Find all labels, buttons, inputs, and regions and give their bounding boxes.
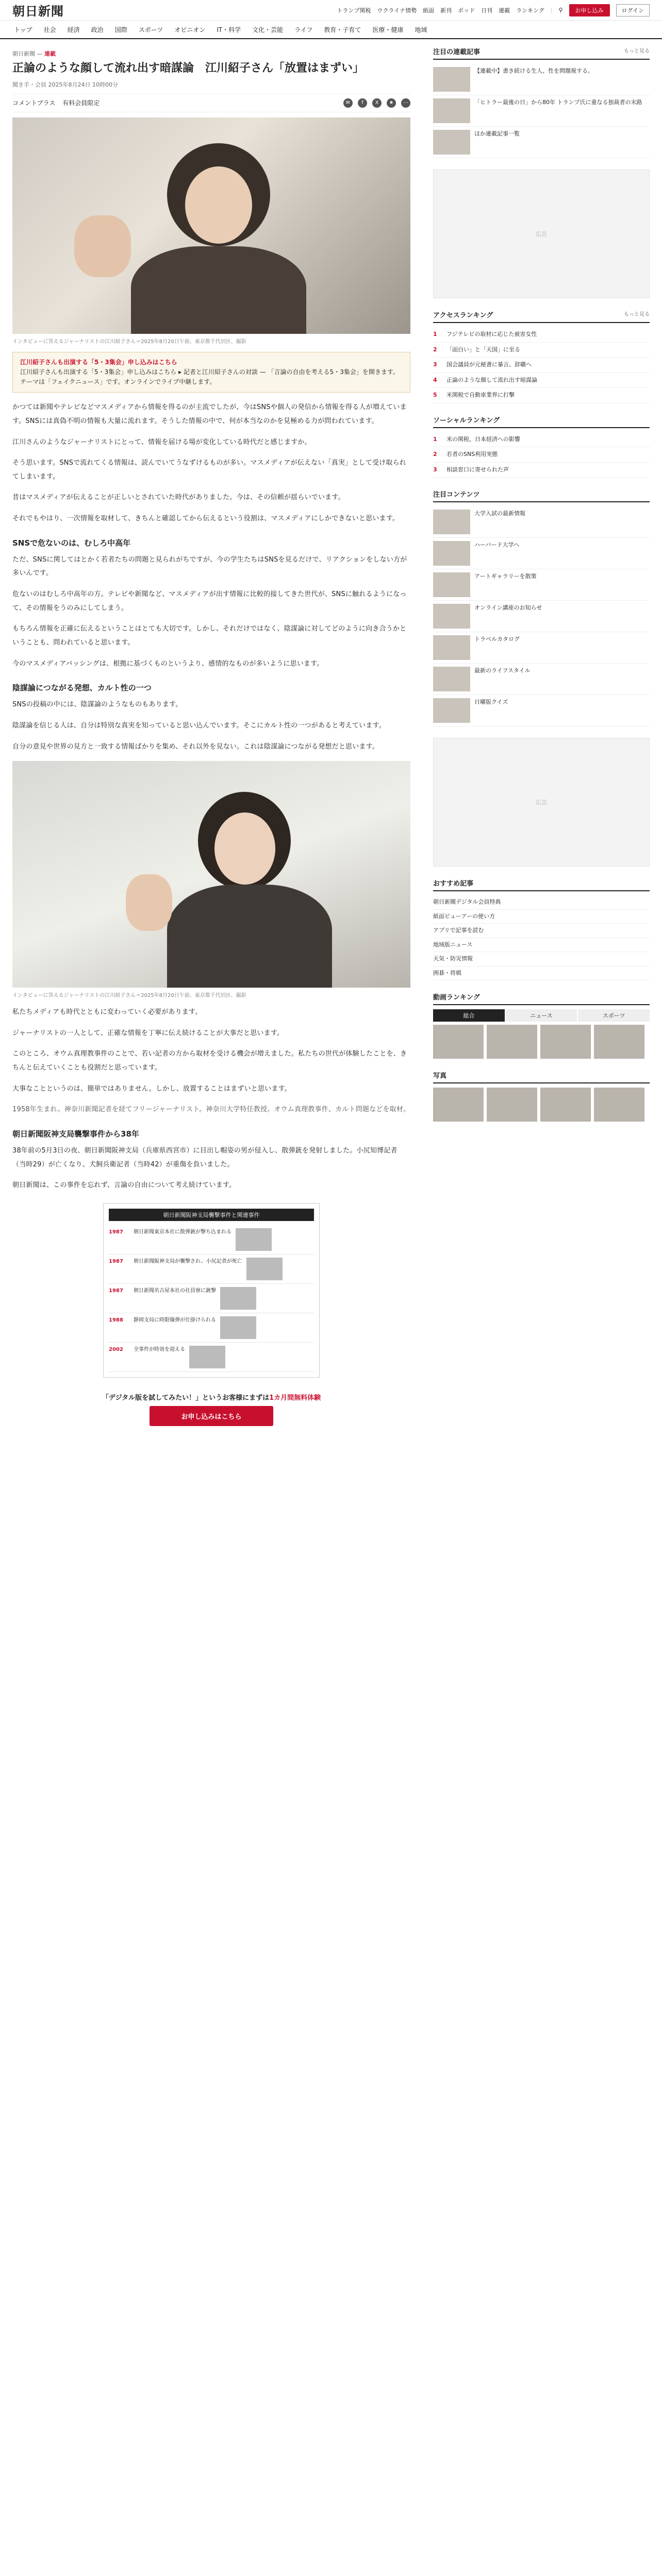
text-link[interactable]: 地域版ニュース (433, 938, 650, 953)
ranking-text: 相談窓口に寄せられた声 (446, 466, 509, 473)
photo-thumbnail[interactable] (540, 1088, 591, 1122)
trial-cta-offer[interactable]: 1カ月間無料体験 (269, 1394, 321, 1402)
list-item-text: 【連載中】書き続ける生人、性を問題視する。 (474, 67, 593, 74)
trial-cta (12, 1392, 410, 1402)
nav-item[interactable]: 文化・芸能 (252, 26, 284, 33)
trial-cta-text: 「デジタル版を試してみたい！」というお客様にまずは (102, 1394, 270, 1402)
nav-item[interactable]: 地域 (415, 26, 427, 33)
list-item[interactable] (433, 632, 650, 664)
nav-item[interactable]: ライフ (294, 26, 313, 33)
photo-gallery (433, 1088, 650, 1122)
timeline-year: 1987 (109, 1229, 123, 1235)
paragraph: ただ、SNSに関してはとかく若者たちの問題と見られがちですが、今の学生たちはSNSを見るだけで、リアクションをしない方が多いんです。 (12, 555, 407, 578)
trial-apply-button[interactable]: お申し込みはこちら (150, 1406, 273, 1426)
timeline-text: 全事件が時効を迎える (134, 1346, 185, 1352)
box-title-text: 注目の連載記事 (433, 48, 481, 56)
share-icons (343, 98, 410, 108)
timeline-text: 朝日新聞名古屋本社の社員寮に銃撃 (134, 1287, 216, 1294)
ranking-item[interactable] (433, 358, 650, 373)
timeline-text: 静岡支局に時限爆弾が仕掛けられる (134, 1317, 216, 1323)
photo-caption: インタビューに答えるジャーナリストの江川紹子さん＝2025年8月20日午前、東京都千代田区、撮影 (12, 338, 246, 345)
event-cta[interactable] (12, 352, 410, 393)
article-tools (12, 94, 410, 112)
box-title: おすすめ記事 (433, 878, 650, 891)
video-thumbnail[interactable] (540, 1025, 591, 1059)
ranking-item[interactable] (433, 463, 650, 478)
ranking-item[interactable] (433, 373, 650, 388)
list-item-text: オンライン講座のお知らせ (474, 604, 542, 611)
box-title: ソーシャルランキング (433, 415, 650, 428)
section-heading: 朝日新聞阪神支局襲撃事件から38年 (12, 1129, 139, 1139)
list-item-text: 「ヒトラー最後の日」から80年 トランプ氏に重なる独裁者の末路 (474, 99, 642, 106)
ad-slot[interactable]: 広告 (433, 738, 650, 867)
header-link[interactable]: 新刊 (440, 7, 452, 14)
box-title (433, 310, 650, 323)
ranking-text: 国会議員が元秘書に暴言、辞職へ (446, 361, 532, 368)
paragraph: かつては新聞やテレビなどマスメディアから情報を得るのが主流でしたが、今はSNSや個人の発信から情報を得る人が増えています。SNSには真偽不明の情報も大量に流れます。そうした情報の中で、何が本当なのかを見極める力が問われています。 (12, 403, 407, 425)
text-link[interactable]: 天気・防災情報 (433, 952, 650, 967)
ranking-text: 米の関税、日本経済への影響 (446, 435, 520, 443)
text-link[interactable]: 朝日新聞デジタル会員特典 (433, 895, 650, 910)
thumbnail (433, 541, 470, 566)
thumbnail (433, 572, 470, 597)
video-tabs (433, 1009, 650, 1022)
header-link[interactable]: トランプ関税 (337, 7, 371, 14)
video-gallery (433, 1025, 650, 1059)
list-item[interactable] (433, 664, 650, 695)
paragraph: 自分の意見や世界の見方と一致する情報ばかりを集め、それ以外を見ない。これは陰謀論につながる発想だと思います。 (12, 742, 379, 751)
timeline-row (109, 1225, 314, 1255)
list-item[interactable] (433, 506, 650, 538)
login-button[interactable]: ログイン (616, 4, 650, 16)
rank-number: 3 (433, 466, 437, 473)
timeline-row (109, 1255, 314, 1284)
paragraph: 今のマスメディアバッシングは、根拠に基づくものというより、感情的なものが多いように思います。 (12, 659, 324, 668)
list-item-text: トラベルカタログ (474, 636, 520, 642)
text-link[interactable]: 囲碁・将棋 (433, 967, 650, 981)
rank-number: 1 (433, 331, 437, 337)
nav-item[interactable]: IT・科学 (217, 26, 241, 33)
more-icon[interactable]: ⋯ (401, 98, 410, 108)
photo-box (433, 1070, 650, 1122)
timeline-text: 朝日新聞阪神支局が襲撃され、小尻記者が死亡 (134, 1258, 242, 1264)
header-link[interactable]: ウクライナ情勢 (377, 7, 417, 14)
list-item[interactable] (433, 64, 650, 95)
ranking-item[interactable] (433, 447, 650, 463)
list-item-text: ほか連載記事一覧 (474, 130, 520, 137)
mail-icon[interactable]: ✉ (343, 98, 353, 108)
article-photo-2 (12, 761, 410, 988)
paragraph: 大事なことというのは、簡単ではありません。しかし、放置することはまずいと思います。 (12, 1084, 291, 1093)
paragraph: 私たちメディアも時代とともに変わっていく必要があります。 (12, 1008, 202, 1016)
thumbnail (433, 667, 470, 691)
timeline-title: 朝日新聞阪神支局襲撃事件と関連事件 (109, 1209, 314, 1221)
ranking-text: 正論のような顔して流れ出す暗謀論 (446, 376, 537, 383)
ranking-text: 米関税で自動車業界に打撃 (446, 392, 515, 398)
breadcrumb-tag[interactable]: 連載 (44, 50, 56, 57)
more-link[interactable]: もっと見る (624, 48, 650, 54)
list-item[interactable] (433, 127, 650, 158)
comment-plus-link[interactable]: コメントプラス (12, 99, 56, 107)
event-cta-text: 江川紹子さんも出演する「5・3集会」申し込みはこちら ▸ 記者と江川紹子さんの対談 — 「言論の自由を考える5・3集会」を開きます。テーマは「フェイクニュース」です。オンラインでライブ中継します。 (20, 368, 399, 386)
video-thumbnail[interactable] (594, 1025, 644, 1059)
photo-caption-2: インタビューに答えるジャーナリストの江川紹子さん＝2025年8月20日午前、東京都千代田区、撮影 (12, 993, 246, 999)
rank-number: 1 (433, 435, 437, 443)
timeline-row (109, 1343, 314, 1372)
list-item[interactable] (433, 95, 650, 127)
timeline-photo (220, 1316, 256, 1339)
thumbnail (433, 635, 470, 660)
article-byline: 聞き手・会員 2025年8月24日 10時00分 (12, 81, 118, 88)
thumbnail (433, 98, 470, 123)
box-title-text: アクセスランキング (433, 312, 493, 319)
list-item-text: 日曜版クイズ (474, 699, 508, 705)
ranking-text: フジテレビの取材に応じた被害女性 (446, 331, 537, 337)
box-title (433, 46, 650, 60)
featured-content-box (433, 489, 650, 726)
search-icon[interactable]: ⚲ (558, 7, 563, 13)
main-nav (0, 21, 662, 39)
ranking-item[interactable] (433, 343, 650, 358)
photo-thumbnail[interactable] (487, 1088, 537, 1122)
header-links (337, 4, 650, 16)
featured-series-box (433, 46, 650, 158)
tab-all[interactable]: 総合 (433, 1009, 505, 1022)
rank-number: 4 (433, 376, 437, 383)
ad-slot[interactable]: 広告 (433, 170, 650, 298)
timeline-row (109, 1284, 314, 1313)
timeline-year: 1987 (109, 1258, 123, 1264)
paragraph: もちろん情報を正確に伝えるということはとても大切です。しかし、それだけではなく、陰謀論に対してどのように向き合うかということも、問われていると思います。 (12, 625, 407, 647)
timeline-row (109, 1313, 314, 1343)
nav-item[interactable]: スポーツ (138, 26, 163, 33)
header-link[interactable]: ランキング (516, 7, 544, 14)
bookmark-icon[interactable]: ★ (387, 98, 396, 108)
nav-item[interactable]: 医療・健康 (372, 26, 404, 33)
paragraph: そう思います。SNSで流れてくる情報は、読んでいてうなずけるものが多い。マスメディアが伝えない「真実」として受け取られてしまいます。 (12, 459, 406, 481)
thumbnail (433, 67, 470, 92)
author-bio: 1958年生まれ。神奈川新聞記者を経てフリージャーナリスト。神奈川大学特任教授。オウム真理教事件、カルト問題などを取材。 (12, 1106, 410, 1114)
article-photo (12, 117, 410, 334)
timeline-text: 朝日新聞東京本社に散弾銃が撃ち込まれる (134, 1229, 231, 1235)
box-title: 写真 (433, 1070, 650, 1083)
timeline-photo (236, 1228, 272, 1251)
nav-item[interactable]: 社会 (43, 26, 56, 33)
social-ranking-box (433, 415, 650, 478)
paragraph: 38年前の5月3日の夜、朝日新聞阪神支局（兵庫県西宮市）に目出し帽姿の男が侵入し、散弾銃を発射しました。小尻知博記者（当時29）が亡くなり、犬飼兵衛記者（当時42）が重傷を負いました。 (12, 1146, 398, 1168)
paragraph: 江川さんのようなジャーナリストにとって、情報を届ける場が変化している時代だと感じますか。 (12, 438, 311, 446)
ranking-text: 若者のSNS利用実態 (446, 451, 498, 457)
timeline-photo (220, 1287, 256, 1310)
photo-thumbnail[interactable] (594, 1088, 644, 1122)
tab-news[interactable]: ニュース (506, 1009, 577, 1022)
members-badge: 有料会員限定 (62, 99, 100, 107)
list-item[interactable] (433, 601, 650, 632)
nav-item[interactable]: トップ (14, 26, 32, 33)
tab-sports[interactable]: スポーツ (578, 1009, 650, 1022)
list-item[interactable] (433, 569, 650, 601)
rank-number: 5 (433, 392, 437, 398)
text-link[interactable]: 紙面ビューアーの使い方 (433, 910, 650, 924)
facebook-icon[interactable]: f (358, 98, 367, 108)
paragraph: ジャーナリストの一人として、正確な情報を丁寧に伝え続けることが大事だと思います。 (12, 1029, 284, 1037)
breadcrumb-label[interactable]: 朝日新聞 — (12, 50, 44, 57)
timeline-photo (189, 1346, 225, 1368)
sidebar (433, 39, 650, 1442)
subscribe-button[interactable]: お申し込み (569, 4, 610, 16)
access-ranking-box (433, 310, 650, 403)
paragraph: それでもやはり、一次情報を取材して、きちんと確認してから伝えるという役割は、マスメディアにしかできないと思います。 (12, 515, 400, 523)
x-icon[interactable]: X (372, 98, 382, 108)
paragraph: 陰謀論を信じる人は、自分は特別な真実を知っていると思い込んでいます。そこにカルト性の一つがあると考えています。 (12, 721, 386, 730)
text-link[interactable]: アプリで記事を読む (433, 924, 650, 938)
video-thumbnail[interactable] (487, 1025, 537, 1059)
ranking-item[interactable] (433, 388, 650, 403)
divider: | (550, 7, 553, 13)
thumbnail (433, 604, 470, 629)
nav-item[interactable]: 教育・子育て (324, 26, 361, 33)
header-link[interactable]: 紙面 (423, 7, 435, 14)
section-heading: 陰謀論につながる発想、カルト性の一つ (12, 683, 152, 693)
nav-item[interactable]: オピニオン (174, 26, 206, 33)
nav-item[interactable]: 国際 (114, 26, 127, 33)
header-link[interactable]: 連載 (499, 7, 510, 14)
ranking-item[interactable] (433, 432, 650, 448)
ranking-text: 「面白い」と「天国」に至る (446, 346, 520, 353)
thumbnail (433, 698, 470, 723)
header-link[interactable]: ポッド (458, 7, 475, 14)
paragraph: このところ、オウム真理教事件のことで、若い記者の方から取材を受ける機会が増えました。私たちの世代が体験したことを、きちんと伝えていくことも役割だと思っています。 (12, 1050, 407, 1072)
timeline-year: 1987 (109, 1287, 123, 1294)
video-thumbnail[interactable] (433, 1025, 484, 1059)
article-main (12, 39, 415, 1442)
paragraph: 昔はマスメディアが伝えることが正しいとされていた時代がありました。今は、その信頼が揺らいでいます。 (12, 494, 345, 502)
paragraph: SNSの投稿の中には、陰謀論のようなものもあります。 (12, 701, 183, 709)
timeline-year: 2002 (109, 1346, 123, 1352)
recommended-box (433, 878, 650, 980)
paragraph: 危ないのはむしろ中高年の方。テレビや新聞など、マスメディアが出す情報に比較的接してきた世代が、SNSに触れるようになって、その情報をうのみにしてしまう。 (12, 590, 407, 612)
thumbnail (433, 510, 470, 534)
more-link[interactable]: もっと見る (624, 312, 650, 317)
timeline-year: 1988 (109, 1317, 123, 1323)
timeline-graphic (103, 1203, 320, 1378)
timeline-photo (246, 1258, 283, 1280)
rank-number: 2 (433, 346, 437, 353)
article-title: 正論のような顔して流れ出す暗謀論 江川紹子さん「放置はまずい」 (12, 62, 365, 75)
header-link[interactable]: 日刊 (481, 7, 493, 14)
list-item-text: ハーバード大学へ (474, 541, 520, 548)
list-item-text: 大学入試の最新情報 (474, 510, 525, 517)
rank-number: 2 (433, 451, 437, 457)
list-item[interactable] (433, 695, 650, 726)
paragraph: 朝日新聞は、この事件を忘れず、言論の自由について考え続けています。 (12, 1181, 236, 1190)
list-item-text: 最新のライフスタイル (474, 667, 531, 674)
ranking-item[interactable] (433, 327, 650, 343)
thumbnail (433, 130, 470, 155)
box-title: 注目コンテンツ (433, 489, 650, 502)
site-logo[interactable]: 朝日新聞 (12, 4, 64, 19)
section-heading: SNSで危ないのは、むしろ中高年 (12, 538, 131, 548)
top-header (0, 0, 662, 21)
video-ranking-box (433, 992, 650, 1059)
breadcrumb (12, 49, 410, 58)
photo-thumbnail[interactable] (433, 1088, 484, 1122)
event-cta-title[interactable]: 江川紹子さんも出演する「5・3集会」申し込みはこちら (20, 358, 177, 366)
nav-item[interactable]: 政治 (91, 26, 104, 33)
list-item[interactable] (433, 538, 650, 569)
nav-item[interactable]: 経済 (67, 26, 80, 33)
rank-number: 3 (433, 361, 437, 368)
list-item-text: アートギャラリーを散策 (474, 573, 537, 580)
box-title: 動画ランキング (433, 992, 650, 1005)
